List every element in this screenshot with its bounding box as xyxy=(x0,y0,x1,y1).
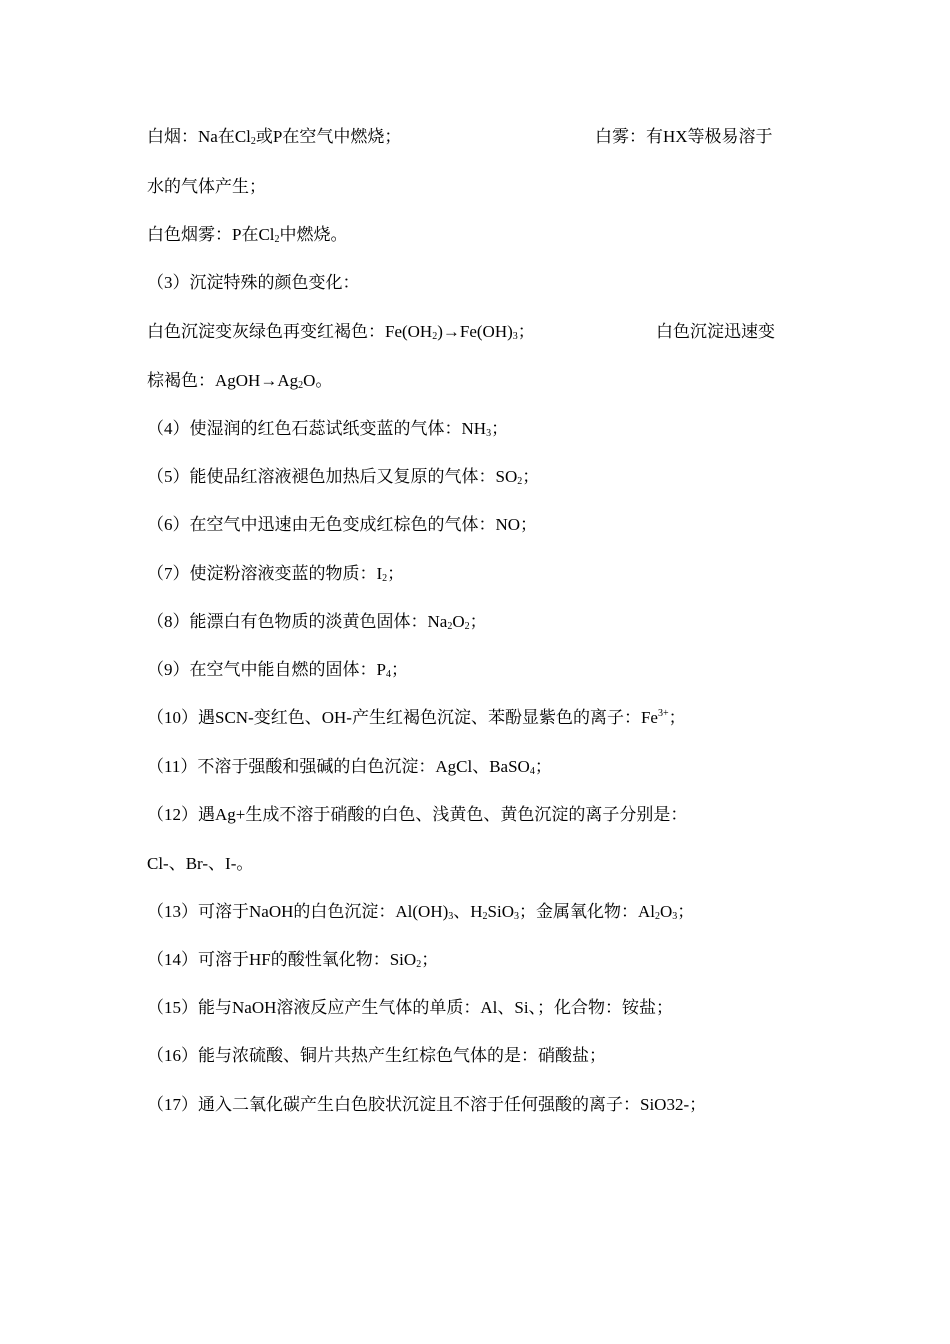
line-item-8: （8）能漂白有色物质的淡黄色固体：$Na_2O_2$； xyxy=(147,612,487,632)
line-item-6: （6）在空气中迅速由无色变成红棕色的气体：NO； xyxy=(147,515,538,534)
line-agoh: 棕褐色：$AgOH\to Ag_2O$。 xyxy=(147,371,333,391)
line-item-13: （13）可溶于NaOH的白色沉淀：$Al(OH)_3$、$H_2SiO_3$；金属氧化物：$Al_2O_3$； xyxy=(147,902,695,922)
line-item-11: （11）不溶于强酸和强碱的白色沉淀：AgCl、BaSO$_4$； xyxy=(147,757,552,777)
line-item-12-cont: Cl-、Br-、I-。 xyxy=(147,854,254,873)
line-item-4: （4）使湿润的红色石蕊试纸变蓝的气体：$NH_3$； xyxy=(147,419,509,439)
line-white-smoke-fog: 白色烟雾：P在$Cl_2$中燃烧。 xyxy=(147,225,348,245)
line-white-smoke: 白烟：Na在$Cl_2$或P在空气中燃烧； xyxy=(147,127,402,147)
line-item-7: （7）使淀粉溶液变蓝的物质：$I_2$； xyxy=(147,564,405,584)
line-white-fog: 白雾：有HX等极易溶于 xyxy=(595,127,773,146)
line-item-5: （5）能使品红溶液褪色加热后又复原的气体：$SO_2$； xyxy=(147,467,540,487)
line-item-10: （10）遇SCN-变红色、OH-产生红褐色沉淀、苯酚显紫色的离子：$Fe^{3+}$； xyxy=(147,708,686,727)
line-item-9: （9）在空气中能自燃的固体：$P_4$； xyxy=(147,660,408,680)
line-white-rapid: 白色沉淀迅速变 xyxy=(656,322,775,341)
line-item-3: （3）沉淀特殊的颜色变化： xyxy=(147,273,360,292)
line-item-17: （17）通入二氧化碳产生白色胶状沉淀且不溶于任何强酸的离子：SiO32-； xyxy=(147,1095,707,1114)
line-item-12: （12）遇Ag+生成不溶于硝酸的白色、浅黄色、黄色沉淀的离子分别是： xyxy=(147,805,688,824)
line-fe-oh-change: 白色沉淀变灰绿色再变红褐色：$Fe(OH_2)\to Fe(OH)_3$； xyxy=(147,322,535,342)
line-item-16: （16）能与浓硫酸、铜片共热产生红棕色气体的是：硝酸盐； xyxy=(147,1046,606,1065)
line-item-14: （14）可溶于HF的酸性氧化物：SiO$_2$； xyxy=(147,950,439,970)
line-item-15: （15）能与NaOH溶液反应产生气体的单质：Al、Si、；化合物：铵盐； xyxy=(147,998,674,1017)
line-white-fog-cont: 水的气体产生； xyxy=(147,177,266,196)
